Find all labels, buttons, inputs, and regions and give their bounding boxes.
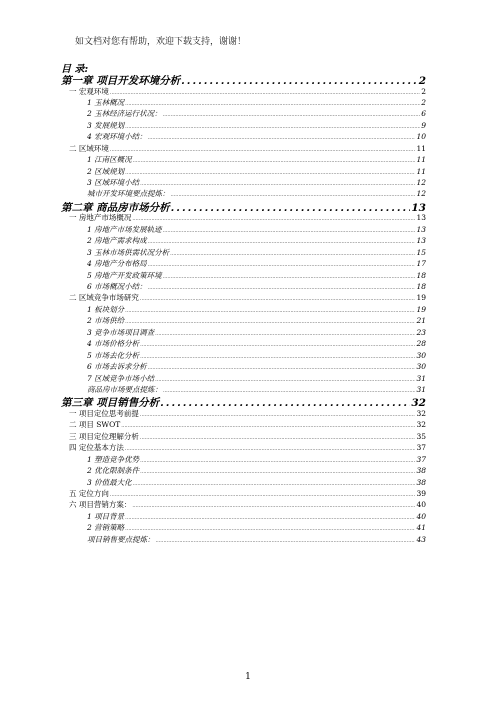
toc-entry-label: 1 房地产市场发展轨迹 xyxy=(87,224,162,234)
toc-entry-page: 23 xyxy=(416,327,426,337)
toc-entry-page: 43 xyxy=(416,534,426,544)
toc-entry[interactable] xyxy=(61,350,426,361)
toc-entry[interactable] xyxy=(61,281,426,292)
toc-leader-dots xyxy=(163,109,421,118)
toc-entry-page: 19 xyxy=(416,304,426,314)
toc-entry-page: 40 xyxy=(416,511,426,521)
toc-leader-dots xyxy=(156,535,416,544)
toc-entry[interactable] xyxy=(61,292,426,303)
toc-entry[interactable] xyxy=(61,499,426,510)
toc-leader-dots xyxy=(125,316,415,325)
toc-entry-page: 19 xyxy=(416,293,426,303)
toc-leader-dots xyxy=(140,351,415,360)
toc-entry[interactable] xyxy=(61,235,426,246)
toc-entry-page: 35 xyxy=(416,431,426,441)
toc-entry-label: 二 区域环境 xyxy=(69,143,109,153)
toc-leader-dots xyxy=(140,293,416,302)
toc-entry-label: 一 房地产市场概况 xyxy=(69,213,132,223)
toc-entry-page: 2 xyxy=(421,97,426,107)
page-number: 1 xyxy=(245,672,251,682)
toc-entry-label: 二 项目 SWOT xyxy=(69,420,121,430)
toc-entry-label: 一 宏观环境 xyxy=(69,86,109,96)
toc-entry-label: 五 定位方向 xyxy=(69,488,109,498)
toc-entry[interactable] xyxy=(61,258,426,269)
toc-entry[interactable] xyxy=(61,224,426,235)
toc-leader-dots xyxy=(148,362,416,371)
toc-entry-label: 2 营销策略 xyxy=(87,523,125,533)
toc-entry[interactable] xyxy=(61,270,426,281)
toc-entry-label: 3 发展规划 xyxy=(87,120,125,130)
toc-entry-page: 11 xyxy=(416,155,426,165)
toc-leader-dots xyxy=(170,248,415,257)
toc-entry[interactable] xyxy=(61,522,426,533)
toc-title: 目 录: xyxy=(61,64,89,75)
toc-leader-dots xyxy=(181,75,418,87)
toc-entry-page: 18 xyxy=(416,282,426,291)
toc-leader-dots xyxy=(155,328,415,337)
toc-leader-dots xyxy=(140,409,416,418)
toc-entry-label: 4 市场价格分析 xyxy=(87,339,140,349)
toc-entry-label: 1 塑造竞争优势 xyxy=(87,454,140,464)
toc-entry-page: 41 xyxy=(416,523,426,533)
toc-entry-label: 2 优化限制条件 xyxy=(87,466,140,476)
toc-entry[interactable] xyxy=(61,408,426,419)
toc-leader-dots xyxy=(140,178,415,187)
toc-entry-label: 6 市场概况小结： xyxy=(87,282,147,291)
toc-entry[interactable] xyxy=(61,488,426,499)
toc-entry-label: 2 市场供给 xyxy=(87,316,125,326)
toc-entry[interactable] xyxy=(61,73,426,86)
toc-entry[interactable] xyxy=(61,315,426,326)
toc-entry-label: 4 宏观环境小结： xyxy=(87,132,147,142)
toc-leader-dots xyxy=(132,213,415,222)
toc-entry-page: 21 xyxy=(416,316,426,326)
toc-entry-label: 3 玉林市场供需状况分析 xyxy=(87,247,170,257)
toc-entry-label: 第二章 商品房市场分析 xyxy=(61,201,170,214)
toc-entry-page: 12 xyxy=(416,178,426,187)
toc-entry-label: 商品房市场要点提炼： xyxy=(87,384,162,394)
toc-entry-label: 三 项目定位理解分析 xyxy=(69,431,139,441)
toc-entry-label: 项目销售要点提炼： xyxy=(87,534,155,544)
toc-entry-label: 城市开发环境要点提炼： xyxy=(87,189,170,199)
toc-entry-page: 32 xyxy=(416,420,426,430)
toc-entry[interactable] xyxy=(61,465,426,476)
toc-entry-page: 31 xyxy=(416,384,426,394)
toc-entry-page: 37 xyxy=(416,454,426,464)
toc-leader-dots xyxy=(140,432,416,441)
toc-entry-page: 6 xyxy=(421,109,426,119)
toc-entry[interactable] xyxy=(61,188,426,199)
toc-leader-dots xyxy=(132,500,415,509)
toc-entry[interactable] xyxy=(61,511,426,522)
toc-leader-dots xyxy=(110,144,416,153)
toc-leader-dots xyxy=(110,489,416,498)
toc-entry-page: 11 xyxy=(416,143,426,153)
toc-entry-page: 37 xyxy=(416,443,426,453)
toc-entry-label: 3 区域环境小结 xyxy=(87,178,140,187)
toc-entry-label: 3 价值最大化 xyxy=(87,477,132,487)
toc-leader-dots xyxy=(125,523,415,532)
toc-leader-dots xyxy=(121,420,415,429)
toc-entry-label: 5 房地产开发政策环境 xyxy=(87,270,162,280)
toc-entry-page: 2 xyxy=(418,75,426,87)
toc-leader-dots xyxy=(155,374,415,383)
toc-entry-page: 32 xyxy=(416,408,426,418)
toc-entry-page: 13 xyxy=(416,236,426,246)
toc-leader-dots xyxy=(148,282,416,291)
toc-entry-page: 12 xyxy=(416,189,426,199)
toc-entry[interactable] xyxy=(61,534,426,545)
toc-entry-label: 1 江南区概况 xyxy=(87,155,132,165)
toc-leader-dots xyxy=(148,259,416,268)
toc-entry-label: 7 区域竞争市场小结 xyxy=(87,373,155,383)
page-header: 如文档对您有帮助，欢迎下载支持，谢谢！ xyxy=(75,37,247,47)
toc-leader-dots xyxy=(171,202,411,214)
toc-leader-dots xyxy=(140,339,415,348)
toc-entry-label: 1 板块划分 xyxy=(87,304,125,314)
toc-leader-dots xyxy=(160,397,410,409)
toc-entry-page: 9 xyxy=(421,120,426,130)
toc-entry-page: 11 xyxy=(416,166,426,176)
toc-leader-dots xyxy=(133,155,416,164)
toc-leader-dots xyxy=(163,385,415,394)
toc-entry[interactable] xyxy=(61,97,426,108)
toc-entry[interactable] xyxy=(61,108,426,119)
toc-leader-dots xyxy=(171,189,416,198)
toc-entry[interactable] xyxy=(61,384,426,395)
toc-entry-page: 40 xyxy=(416,500,426,510)
toc-entry[interactable] xyxy=(61,477,426,488)
toc-entry[interactable] xyxy=(61,131,426,142)
toc-entry[interactable] xyxy=(61,373,426,384)
toc-entry[interactable] xyxy=(61,327,426,338)
toc-entry-page: 31 xyxy=(416,373,426,383)
toc-entry-page: 17 xyxy=(416,259,426,269)
toc-entry-label: 5 市场去化分析 xyxy=(87,350,140,360)
toc-entry-label: 一 项目定位思考前提 xyxy=(69,408,139,418)
toc-entry-page: 13 xyxy=(416,213,426,223)
toc-leader-dots xyxy=(125,121,420,130)
toc-entry-page: 28 xyxy=(416,339,426,349)
toc-entry[interactable] xyxy=(61,395,426,408)
toc-leader-dots xyxy=(140,455,415,464)
toc-leader-dots xyxy=(125,443,416,452)
toc-leader-dots xyxy=(125,98,420,107)
toc-entry-label: 2 区域规划 xyxy=(87,166,125,176)
toc-entry-page: 30 xyxy=(416,350,426,360)
toc-entry[interactable] xyxy=(61,442,426,453)
toc-entry-page: 30 xyxy=(416,362,426,372)
toc-entry[interactable] xyxy=(61,177,426,188)
toc-leader-dots xyxy=(163,271,416,280)
toc-entry-label: 第三章 项目销售分析 xyxy=(61,397,160,410)
toc-entry-page: 32 xyxy=(411,397,426,410)
toc-entry-page: 13 xyxy=(416,224,426,234)
toc-entry-page: 2 xyxy=(421,86,426,96)
toc-leader-dots xyxy=(148,132,416,141)
toc-leader-dots xyxy=(133,478,416,487)
toc-leader-dots xyxy=(125,167,415,176)
toc-leader-dots xyxy=(125,512,415,521)
toc-entry-page: 13 xyxy=(411,201,426,214)
toc-entry-page: 10 xyxy=(416,132,426,142)
toc-entry-label: 6 市场去诉求分析 xyxy=(87,362,147,372)
toc-entry-label: 第一章 项目开发环境分析 xyxy=(61,75,181,87)
toc-entry[interactable] xyxy=(61,419,426,430)
toc-entry-page: 38 xyxy=(416,466,426,476)
toc-leader-dots xyxy=(148,236,416,245)
toc-entry-label: 1 玉林概况 xyxy=(87,97,125,107)
toc-entry[interactable] xyxy=(61,431,426,442)
toc-entry[interactable] xyxy=(61,143,426,154)
toc-entry[interactable] xyxy=(61,338,426,349)
toc-entry-label: 六 项目营销方案： xyxy=(69,500,132,510)
toc-entry[interactable] xyxy=(61,166,426,177)
toc-entry[interactable] xyxy=(61,212,426,223)
toc-entry-page: 39 xyxy=(416,488,426,498)
toc-entry-label: 3 竞争市场项目调查 xyxy=(87,327,155,337)
toc-entry[interactable] xyxy=(61,154,426,165)
toc-leader-dots xyxy=(110,87,420,96)
toc-entry-label: 二 区域竞争市场研究 xyxy=(69,293,139,303)
toc-entry[interactable] xyxy=(61,304,426,315)
toc-entry-page: 15 xyxy=(416,247,426,257)
toc-entry[interactable] xyxy=(61,361,426,372)
toc-entry[interactable] xyxy=(61,454,426,465)
toc-entry[interactable] xyxy=(61,247,426,258)
toc-entry-label: 1 项目背景 xyxy=(87,511,125,521)
toc-entry-page: 38 xyxy=(416,477,426,487)
toc-entry[interactable] xyxy=(61,200,426,213)
toc-entry-label: 2 房地产需求构成 xyxy=(87,236,147,246)
toc-leader-dots xyxy=(140,466,415,475)
toc-entry-label: 四 定位基本方法 xyxy=(69,443,124,453)
toc-leader-dots xyxy=(163,225,416,234)
toc-entry-label: 4 房地产分布格局 xyxy=(87,259,147,269)
toc-entry-page: 18 xyxy=(416,270,426,280)
table-of-contents xyxy=(61,73,426,545)
toc-entry[interactable] xyxy=(61,86,426,97)
toc-leader-dots xyxy=(125,305,415,314)
toc-entry[interactable] xyxy=(61,120,426,131)
toc-entry-label: 2 玉林经济运行状况： xyxy=(87,109,162,119)
